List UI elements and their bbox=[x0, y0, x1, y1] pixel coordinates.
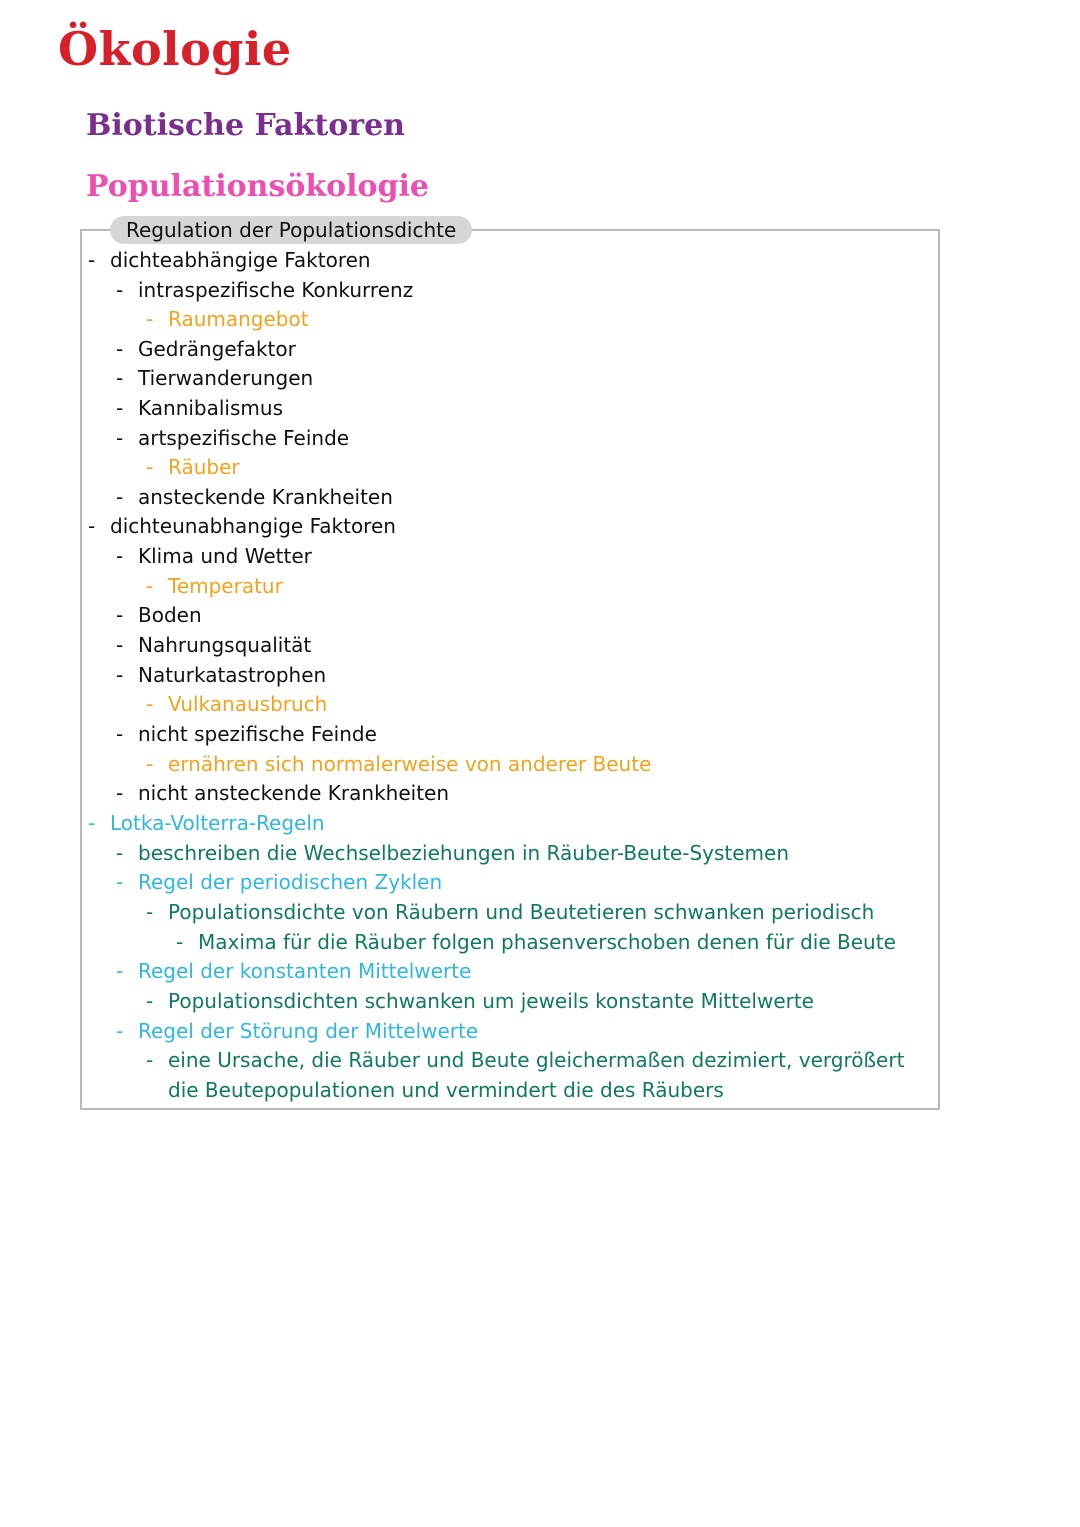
notes-box-label: Regulation der Populationsdichte bbox=[110, 216, 472, 244]
note-line: - dichteabhängige Faktoren bbox=[88, 248, 371, 272]
note-line: - Populationsdichten schwanken um jeweils konstante Mittelwerte bbox=[146, 989, 814, 1013]
note-line: - Räuber bbox=[146, 455, 240, 479]
section-heading-population-ecology: Populationsökologie bbox=[86, 169, 430, 204]
note-line: - Raumangebot bbox=[146, 307, 309, 331]
note-line: - Regel der konstanten Mittelwerte bbox=[116, 959, 472, 983]
note-line: - nicht spezifische Feinde bbox=[116, 722, 377, 746]
note-line: - artspezifische Feinde bbox=[116, 426, 350, 450]
note-line: - Populationsdichte von Räubern und Beutetieren schwanken periodisch bbox=[146, 900, 875, 924]
note-line: - ernähren sich normalerweise von anderer Beute bbox=[146, 752, 652, 776]
note-line: - Vulkanausbruch bbox=[146, 692, 328, 716]
note-line: - ansteckende Krankheiten bbox=[116, 485, 393, 509]
note-line: - beschreiben die Wechselbeziehungen in Räuber-Beute-Systemen bbox=[116, 841, 790, 865]
section-heading-biotic-factors: Biotische Faktoren bbox=[86, 108, 405, 143]
note-line: - Kannibalismus bbox=[116, 396, 283, 420]
note-line: - Lotka-Volterra-Regeln bbox=[88, 811, 325, 835]
note-line: - Temperatur bbox=[146, 574, 283, 598]
note-line: - Regel der Störung der Mittelwerte bbox=[116, 1019, 479, 1043]
note-line: die Beutepopulationen und vermindert die des Räubers bbox=[168, 1078, 724, 1102]
note-line: - Maxima für die Räuber folgen phasenverschoben denen für die Beute bbox=[176, 930, 896, 954]
note-line: - Gedrängefaktor bbox=[116, 337, 296, 361]
note-line: - Naturkatastrophen bbox=[116, 663, 327, 687]
note-line: - Tierwanderungen bbox=[116, 366, 314, 390]
page-title: Ökologie bbox=[58, 22, 292, 76]
note-line: - Nahrungsqualität bbox=[116, 633, 312, 657]
note-line: - dichteunabhangige Faktoren bbox=[88, 514, 396, 538]
note-line: - eine Ursache, die Räuber und Beute gleichermaßen dezimiert, vergrößert bbox=[146, 1048, 905, 1072]
note-line: - Boden bbox=[116, 603, 202, 627]
note-line: - nicht ansteckende Krankheiten bbox=[116, 781, 450, 805]
note-line: - Klima und Wetter bbox=[116, 544, 312, 568]
note-line: - intraspezifische Konkurrenz bbox=[116, 278, 414, 302]
note-line: - Regel der periodischen Zyklen bbox=[116, 870, 443, 894]
